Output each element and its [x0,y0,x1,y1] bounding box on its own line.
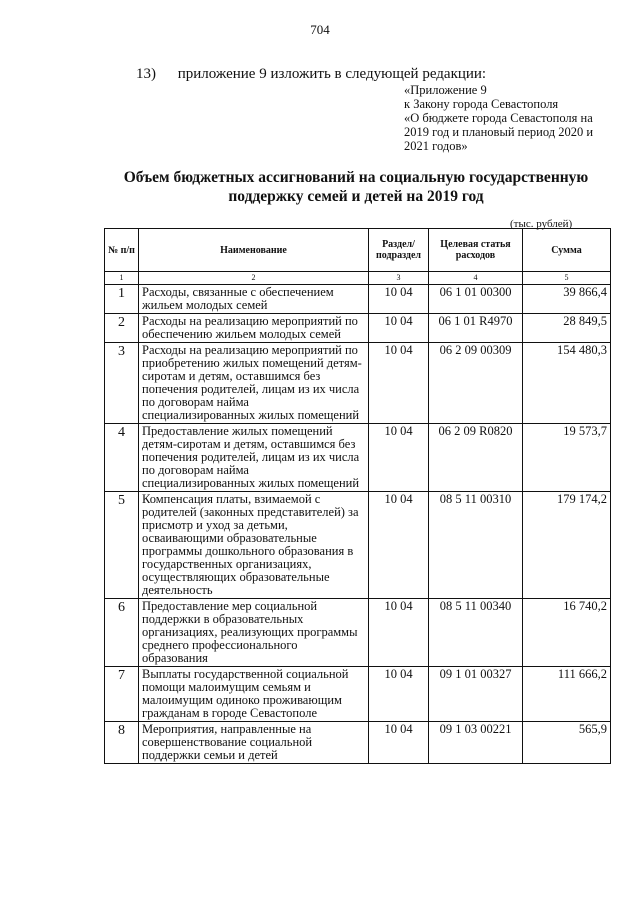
amendment-text: приложение 9 изложить в следующей редакции: [177,66,487,82]
row-code: 09 1 03 00221 [429,722,523,764]
table-row [105,722,611,764]
row-sum: 16 740,2 [523,599,611,667]
row-section: 10 04 [369,314,429,343]
amendment-number: 13) [136,66,156,82]
row-number: 7 [105,667,139,722]
header-sum: Сумма [523,229,611,272]
row-code: 06 2 09 00309 [429,343,523,424]
annex-line: «Приложение 9 [404,83,487,97]
table-row [105,314,611,343]
budget-table [104,228,611,764]
row-name: Предоставление жилых помещений детям-сиротам и детям, оставшимся без попечения родителей, лицам из их числа по договорам найма специализированных жилых помещений [139,424,369,492]
annex-reference [404,83,614,153]
annex-line: 2021 годов» [404,139,468,153]
row-section: 10 04 [369,285,429,314]
row-section: 10 04 [369,424,429,492]
row-number: 1 [105,285,139,314]
table-row [105,424,611,492]
column-number: 4 [429,272,523,285]
table-row [105,667,611,722]
row-code: 08 5 11 00310 [429,492,523,599]
row-code: 06 2 09 R0820 [429,424,523,492]
row-number: 6 [105,599,139,667]
units-label: (тыс. рублей) [510,218,573,230]
row-sum: 111 666,2 [523,667,611,722]
table-row [105,492,611,599]
row-sum: 154 480,3 [523,343,611,424]
row-number: 8 [105,722,139,764]
header-num: № п/п [105,229,139,272]
table-header-row [105,229,611,272]
row-section: 10 04 [369,599,429,667]
table-row [105,285,611,314]
row-code: 09 1 01 00327 [429,667,523,722]
page-number: 704 [310,22,330,37]
row-number: 3 [105,343,139,424]
annex-line: «О бюджете города Севастополя на [404,111,593,125]
header-section: Раздел/ подраздел [369,229,429,272]
row-number: 4 [105,424,139,492]
amendment-item [136,66,486,83]
row-section: 10 04 [369,667,429,722]
row-sum: 179 174,2 [523,492,611,599]
column-number: 5 [523,272,611,285]
column-number: 3 [369,272,429,285]
row-code: 06 1 01 00300 [429,285,523,314]
table-title: Объем бюджетных ассигнований на социальную государственную поддержку семей и детей на 2019 год [123,169,589,205]
table-row [105,343,611,424]
row-sum: 28 849,5 [523,314,611,343]
annex-line: к Закону города Севастополя [404,97,559,111]
row-name: Расходы на реализацию мероприятий по обеспечению жильем молодых семей [139,314,369,343]
row-code: 08 5 11 00340 [429,599,523,667]
header-name: Наименование [139,229,369,272]
row-number: 5 [105,492,139,599]
row-number: 2 [105,314,139,343]
row-section: 10 04 [369,722,429,764]
row-name: Выплаты государственной социальной помощи малоимущим семьям и малоимущим одиноко проживающим гражданам в городе Севастополе [139,667,369,722]
column-number: 1 [105,272,139,285]
annex-line: 2019 год и плановый период 2020 и [404,125,594,139]
row-name: Мероприятия, направленные на совершенствование социальной поддержки семьи и детей [139,722,369,764]
row-name: Компенсация платы, взимаемой с родителей (законных представителей) за присмотр и уход за детьми, осваивающими образовательные программы дошкольного образования в государственных организациях, осуществляющих образовательные деятельность [139,492,369,599]
row-name: Предоставление мер социальной поддержки в образовательных организациях, реализующих программы среднего профессионального образования [139,599,369,667]
row-sum: 39 866,4 [523,285,611,314]
row-name: Расходы, связанные с обеспечением жильем молодых семей [139,285,369,314]
row-sum: 19 573,7 [523,424,611,492]
column-number: 2 [139,272,369,285]
table-row [105,599,611,667]
row-section: 10 04 [369,343,429,424]
row-sum: 565,9 [523,722,611,764]
column-number-row [105,272,611,285]
header-code: Целевая статья расходов [429,229,523,272]
row-section: 10 04 [369,492,429,599]
row-code: 06 1 01 R4970 [429,314,523,343]
row-name: Расходы на реализацию мероприятий по приобретению жилых помещений детям-сиротам и детям, оставшимся без попечения родителей, лицам из их числа по договорам найма специализированных жилых помещений [139,343,369,424]
